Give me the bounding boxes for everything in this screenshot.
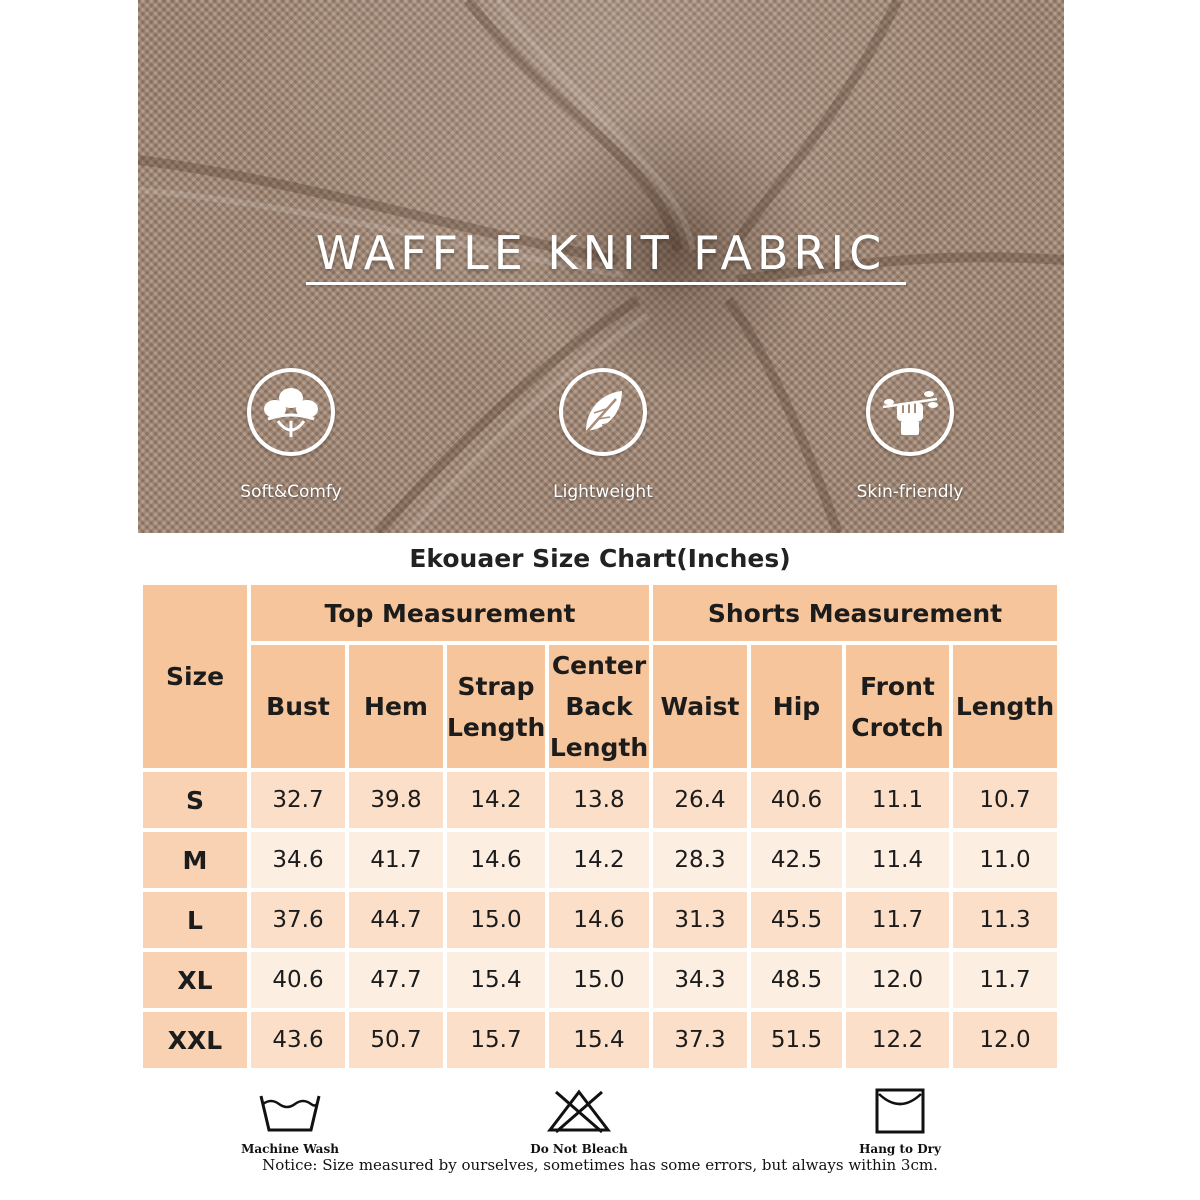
size-chart-table xyxy=(143,585,1057,1066)
table-row xyxy=(143,952,1057,1008)
value-cell: 39.8 xyxy=(349,772,443,828)
value-cell: 37.6 xyxy=(251,892,345,948)
care-machine-wash xyxy=(190,1088,390,1156)
value-cell: 15.0 xyxy=(447,892,545,948)
table-row xyxy=(143,772,1057,828)
value-cell: 14.2 xyxy=(447,772,545,828)
size-cell: XXL xyxy=(143,1012,247,1068)
value-cell: 40.6 xyxy=(251,952,345,1008)
feature-label: Skin-friendly xyxy=(856,482,964,502)
value-cell: 47.7 xyxy=(349,952,443,1008)
value-cell: 12.0 xyxy=(846,952,949,1008)
value-cell: 41.7 xyxy=(349,832,443,888)
table-row xyxy=(143,832,1057,888)
feature-skin-friendly xyxy=(810,368,1010,502)
value-cell: 14.2 xyxy=(549,832,649,888)
value-cell: 48.5 xyxy=(751,952,842,1008)
care-label: Hang to Dry xyxy=(859,1142,941,1156)
feather-icon xyxy=(559,368,647,456)
value-cell: 42.5 xyxy=(751,832,842,888)
hang-to-dry-icon xyxy=(873,1088,927,1134)
value-cell: 11.7 xyxy=(846,892,949,948)
value-cell: 13.8 xyxy=(549,772,649,828)
value-cell: 11.4 xyxy=(846,832,949,888)
size-notice: Notice: Size measured by ourselves, sometimes has some errors, but always within 3cm. xyxy=(262,1156,938,1174)
value-cell: 43.6 xyxy=(251,1012,345,1068)
top-measurement-header: Top Measurement xyxy=(251,585,649,641)
cotton-flower-icon xyxy=(247,368,335,456)
machine-wash-icon xyxy=(257,1088,323,1134)
value-cell: 28.3 xyxy=(653,832,747,888)
care-label: Do Not Bleach xyxy=(530,1142,628,1156)
value-cell: 15.4 xyxy=(447,952,545,1008)
value-cell: 12.2 xyxy=(846,1012,949,1068)
value-cell: 51.5 xyxy=(751,1012,842,1068)
value-cell: 15.0 xyxy=(549,952,649,1008)
do-not-bleach-icon xyxy=(546,1088,612,1134)
care-label: Machine Wash xyxy=(241,1142,339,1156)
value-cell: 45.5 xyxy=(751,892,842,948)
value-cell: 15.4 xyxy=(549,1012,649,1068)
value-cell: 12.0 xyxy=(953,1012,1057,1068)
feature-label: Lightweight xyxy=(553,482,653,502)
size-cell: XL xyxy=(143,952,247,1008)
fist-leaf-icon xyxy=(866,368,954,456)
column-header: Length xyxy=(953,645,1057,768)
hero-title: WAFFLE KNIT FABRIC xyxy=(315,226,887,280)
size-cell: M xyxy=(143,832,247,888)
column-header: Bust xyxy=(251,645,345,768)
column-header: Strap Length xyxy=(447,645,545,768)
column-header: Hip xyxy=(751,645,842,768)
feature-soft-comfy xyxy=(191,368,391,502)
feature-label: Soft&Comfy xyxy=(240,482,342,502)
value-cell: 34.6 xyxy=(251,832,345,888)
title-underline xyxy=(306,282,906,285)
value-cell: 26.4 xyxy=(653,772,747,828)
table-row xyxy=(143,1012,1057,1068)
care-do-not-bleach xyxy=(479,1088,679,1156)
column-header: Hem xyxy=(349,645,443,768)
column-header: Front Crotch xyxy=(846,645,949,768)
value-cell: 11.1 xyxy=(846,772,949,828)
column-header: Center Back Length xyxy=(549,645,649,768)
table-row xyxy=(143,892,1057,948)
value-cell: 40.6 xyxy=(751,772,842,828)
size-chart-title: Ekouaer Size Chart(Inches) xyxy=(409,544,791,573)
value-cell: 15.7 xyxy=(447,1012,545,1068)
value-cell: 10.7 xyxy=(953,772,1057,828)
size-cell: S xyxy=(143,772,247,828)
feature-lightweight xyxy=(503,368,703,502)
value-cell: 32.7 xyxy=(251,772,345,828)
care-hang-to-dry xyxy=(800,1088,1000,1156)
value-cell: 44.7 xyxy=(349,892,443,948)
size-cell: L xyxy=(143,892,247,948)
value-cell: 37.3 xyxy=(653,1012,747,1068)
shorts-measurement-header: Shorts Measurement xyxy=(653,585,1057,641)
value-cell: 11.7 xyxy=(953,952,1057,1008)
value-cell: 11.0 xyxy=(953,832,1057,888)
value-cell: 34.3 xyxy=(653,952,747,1008)
value-cell: 14.6 xyxy=(549,892,649,948)
value-cell: 50.7 xyxy=(349,1012,443,1068)
column-header: Waist xyxy=(653,645,747,768)
fabric-banner xyxy=(138,0,1064,533)
value-cell: 31.3 xyxy=(653,892,747,948)
value-cell: 11.3 xyxy=(953,892,1057,948)
size-header: Size xyxy=(143,585,247,768)
value-cell: 14.6 xyxy=(447,832,545,888)
